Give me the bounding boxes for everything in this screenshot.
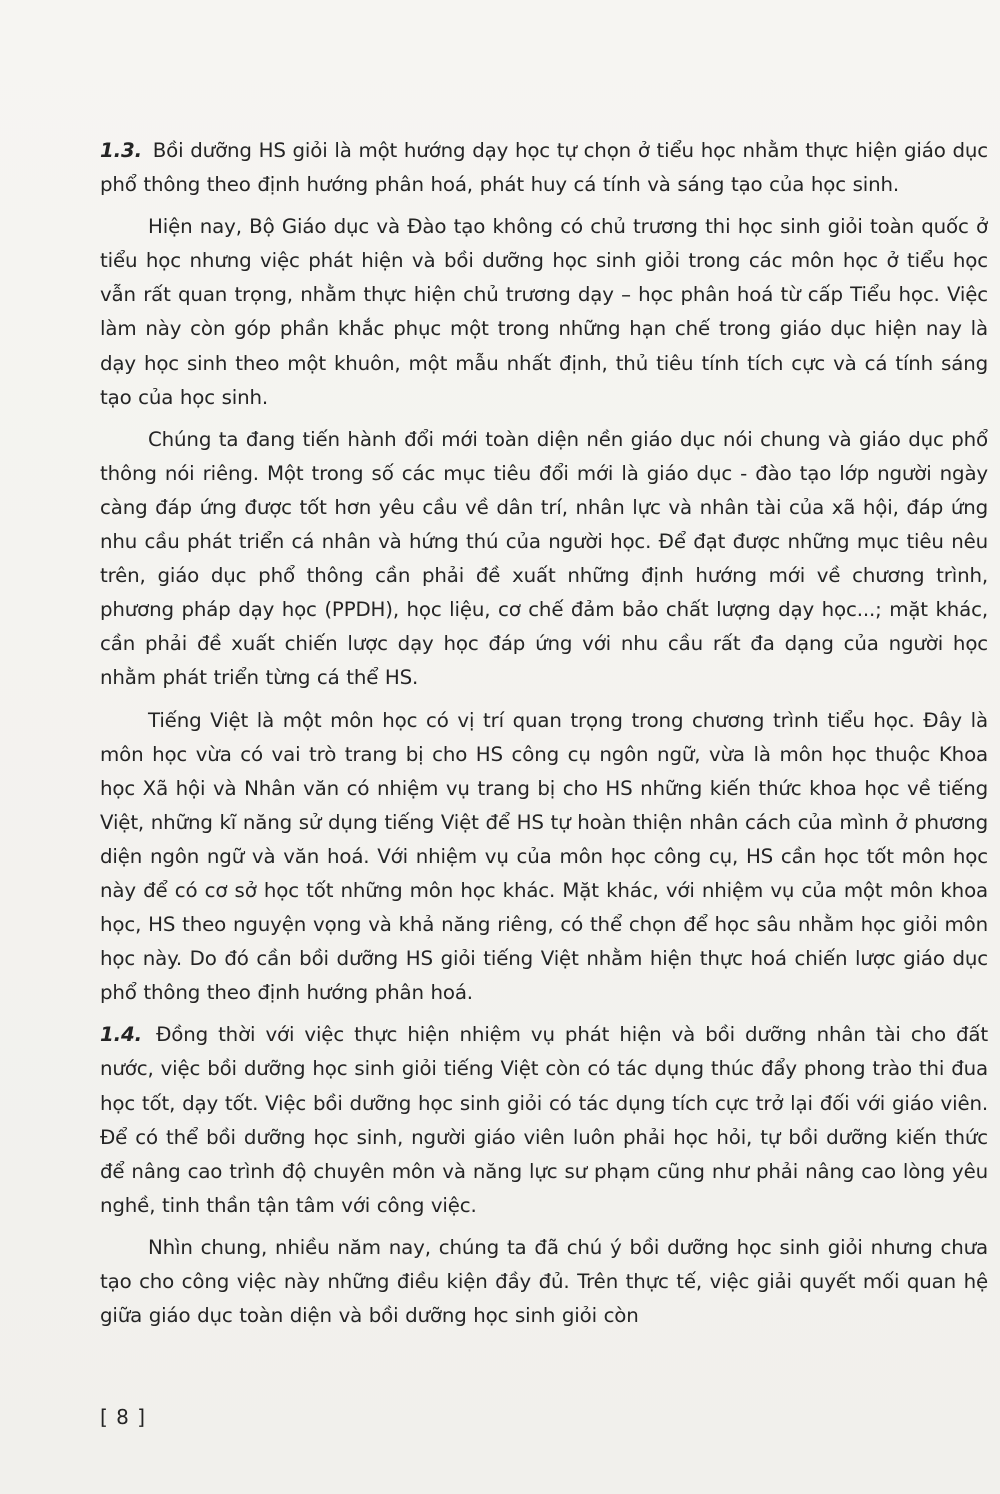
section-number-1-4: 1.4. xyxy=(100,1023,142,1047)
section-text: Bồi dưỡng HS giỏi là một hướng dạy học tự chọn ở tiểu học nhằm thực hiện giáo dục phổ thông theo định hướng phân hoá, phát huy cá tính và sáng tạo của học sinh. xyxy=(100,139,988,197)
section-number-1-3: 1.3. xyxy=(100,139,142,162)
section-1-3-paragraph-1 xyxy=(100,134,988,202)
page-number: [ 8 ] xyxy=(100,1405,147,1429)
paragraph: Hiện nay, Bộ Giáo dục và Đào tạo không có chủ trương thi học sinh giỏi toàn quốc ở tiểu học nhưng việc phát hiện và bồi dưỡng học sinh giỏi trong các môn học ở tiểu học vẫn rất quan trọng, nhằm thực hiện chủ trương dạy – học phân hoá từ cấp Tiểu học. Việc làm này còn góp phần khắc phục một trong những hạn chế trong giáo dục hiện nay là dạy học sinh theo một khuôn, một mẫu nhất định, thủ tiêu tính tích cực và cá tính sáng tạo của học sinh. xyxy=(100,215,988,409)
paragraph: Chúng ta đang tiến hành đổi mới toàn diện nền giáo dục nói chung và giáo dục phổ thông nói riêng. Một trong số các mục tiêu đổi mới là giáo dục - đào tạo lớp người ngày càng đáp ứng được tốt hơn yêu cầu về dân trí, nhân lực và nhân tài của xã hội, đáp ứng nhu cầu phát triển cá nhân và hứng thú của người học. Để đạt được những mục tiêu nêu trên, giáo dục phổ thông cần phải đề xuất những định hướng mới về chương trình, phương pháp dạy học (PPDH), học liệu, cơ chế đảm bảo chất lượng dạy học...; mặt khác, cần phải đề xuất chiến lược dạy học đáp ứng với nhu cầu rất đa dạng của người học nhằm phát triển từng cá thể HS. xyxy=(100,427,988,690)
section-text: Đồng thời với việc thực hiện nhiệm vụ phát hiện và bồi dưỡng nhân tài cho đất nước, việc bồi dưỡng học sinh giỏi tiếng Việt còn có tác dụng thúc đẩy phong trào thi đua học tốt, dạy tốt. Việc bồi dưỡng học sinh giỏi có tác dụng tích cực trở lại đối với giáo viên. Để có thể bồi dưỡng học sinh, người giáo viên luôn phải học hỏi, tự bồi dưỡng kiến thức để nâng cao trình độ chuyên môn và năng lực sư phạm cũng như phải nâng cao lòng yêu nghề, tinh thần tận tâm với công việc. xyxy=(100,1023,988,1217)
page-body xyxy=(100,134,988,1341)
paragraph: Tiếng Việt là một môn học có vị trí quan trọng trong chương trình tiểu học. Đây là môn học vừa có vai trò trang bị cho HS công cụ ngôn ngữ, vừa là môn học thuộc Khoa học Xã hội và Nhân văn có nhiệm vụ trang bị cho HS những kiến thức khoa học về tiếng Việt, những kĩ năng sử dụng tiếng Việt để HS tự hoàn thiện nhân cách của mình ở phương diện ngôn ngữ và văn hoá. Với nhiệm vụ của môn học công cụ, HS cần học tốt môn học này để có cơ sở học tốt những môn học khác. Mặt khác, với nhiệm vụ của một môn khoa học, HS theo nguyện vọng và khả năng riêng, có thể chọn để học sâu nhằm học giỏi môn học này. Do đó cần bồi dưỡng HS giỏi tiếng Việt nhằm hiện thực hoá chiến lược giáo dục phổ thông theo định hướng phân hoá. xyxy=(100,708,988,1005)
paragraph: Nhìn chung, nhiều năm nay, chúng ta đã chú ý bồi dưỡng học sinh giỏi nhưng chưa tạo cho công việc này những điều kiện đầy đủ. Trên thực tế, việc giải quyết mối quan hệ giữa giáo dục toàn diện và bồi dưỡng học sinh giỏi còn xyxy=(100,1235,988,1328)
section-1-4-paragraph-1 xyxy=(100,1018,988,1223)
